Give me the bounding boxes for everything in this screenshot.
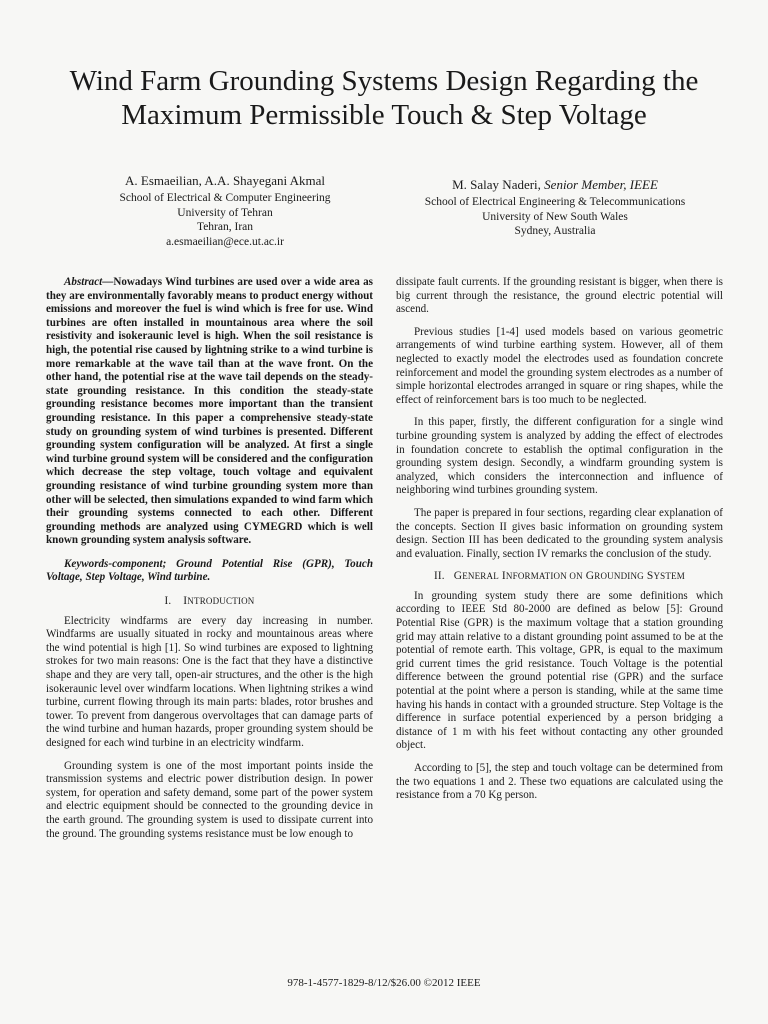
author-names-left: A. Esmaeilian, A.A. Shayegani Akmal xyxy=(124,173,326,188)
introduction-paragraph-2: Grounding system is one of the most important points inside the transmission systems and electric power distribution design. In power system, for operation and safety demand, some part of the power system and electric equipment should be connected to the grounding device in the earth ground. The grounding system is used to dissipate current into the ground. The grounding systems resistance must be low enough to xyxy=(46,759,373,840)
contribution-paragraph: In this paper, firstly, the different configuration for a single wind turbine grounding system is analyzed by adding the effect of electrodes in foundation concrete to establish the optimal configuration in the grounding system design. Secondly, a windfarm grounding system is analyzed, which considers the interconnection and influence of neighboring wind turbines grounding system. xyxy=(396,416,723,497)
definitions-paragraph: In grounding system study there are some definitions which according to IEEE Std 80-2000 are defined as below [5]: Ground Potential Rise (GPR) is the maximum voltage that a station grounding grid may attain relative to a distant grounding point assumed to be at the potential of remote earth. This voltage, GPR, is equal to the maximum grid current times the grid resistance. Touch Voltage is the potential difference between the ground potential rise (GPR) and the surface potential at the point where a person is standing, while at the same time having his hands in contact with a grounded structure. Step Voltage is the difference in surface potential experienced by a person bridging a distance of 1 m with his feet without contacting any other grounded object. xyxy=(396,589,723,752)
author-email[interactable]: a.esmaeilian@ece.ut.ac.ir xyxy=(166,235,284,248)
author-block-left xyxy=(70,172,380,249)
keywords: Keywords-component; Ground Potential Rise (GPR), Touch Voltage, Step Voltage, Wind turbine. xyxy=(46,557,373,584)
title-line-1: Wind Farm Grounding Systems Design Regarding the xyxy=(69,65,699,97)
affiliation-school-right: School of Electrical Engineering & Telecommunications xyxy=(424,196,686,208)
affiliation-location-right: Sydney, Australia xyxy=(514,225,596,237)
title-line-2: Maximum Permissible Touch & Step Voltage xyxy=(121,99,647,131)
abstract-body: Nowadays Wind turbines are used over a wide area as they are environmentally favorably means to product energy without emissions and moreover the fuel is wind which is free for use. Wind turbines are often installed in mountainous area where the soil resistivity and isokeraunic level is high. When the soil resistance is high, the potential rise caused by lightning strike to a wind turbine is more remarkable at the wave tail than at the wave front. On the other hand, the potential rise at the wave tail depends on the steady-state grounding resistance. In this condition the steady-state grounding resistance becomes more important than the transient grounding resistance. In this paper a comprehensive steady-state study on grounding system of wind turbines is presented. Different grounding system configuration will be analyzed. At first a single wind turbine ground system will be considered and the configuration which decrease the step voltage, touch voltage and equivalent grounding resistance of wind turbine grounding system more than other will be selected, then simulations expanded to wind farm which their grounding systems connected to each other. Different grounding methods are analyzed using CYMEGRD which is well known grounding system analysis software. xyxy=(46,276,373,547)
abstract xyxy=(46,276,373,548)
paper-title xyxy=(20,64,748,132)
affiliation-university-right: University of New South Wales xyxy=(482,210,628,223)
affiliation-location-left: Tehran, Iran xyxy=(196,221,254,233)
right-column xyxy=(396,276,723,803)
author-name: M. Salay Naderi, xyxy=(452,177,541,192)
section-heading-general-information: II. GENERAL INFORMATION ON GROUNDING SYSTEM xyxy=(434,570,685,583)
copyright-footer: 978-1-4577-1829-8/12/$26.00 ©2012 IEEE xyxy=(287,977,481,989)
affiliation-university-left: University of Tehran xyxy=(177,206,273,219)
equations-paragraph: According to [5], the step and touch voltage can be determined from the two equations 1 and 2. These two equations are calculated using the resistance from a 70 Kg person. xyxy=(396,762,723,802)
author-name-right xyxy=(390,176,720,193)
paragraph-continuation: dissipate fault currents. If the grounding resistant is bigger, when there is big current through the resistance, the ground electric potential will ascend. xyxy=(396,276,723,316)
author-role: Senior Member, IEEE xyxy=(540,177,658,192)
introduction-paragraph-1: Electricity windfarms are every day increasing in number. Windfarms are usually situated in rocky and mountainous areas where the wind potential is high [1]. So wind turbines are exposed to lightning strokes for two main reasons: One is the fact that they have a distinctive shape and they are very tall, open-air structures, and the other is the high isokeraunic level over windfarm locations. When lightning strikes a wind turbine, current flowing through its main parts: blades, rotor brushes and tower. To prevent from dangerous overvoltages that can damage parts of the wind turbine and human hazards, proper grounding system should be designed for each wind turbine in an electricity windfarm. xyxy=(46,614,373,749)
section-heading-introduction: I. INTRODUCTION xyxy=(164,595,255,608)
author-block-right xyxy=(390,176,720,239)
left-column xyxy=(46,276,373,841)
previous-studies-paragraph: Previous studies [1-4] used models based on various geometric arrangements of wind turbine earthing system. However, all of them neglected to exactly model the electrodes used as foundation concrete reinforcement and model the grounding system electrodes as a number of simple horizontal electrodes arranged in square or ring shapes, while the effect of reinforcement bars is too much to be neglected. xyxy=(396,325,723,406)
abstract-lead: Abstract— xyxy=(64,276,114,288)
affiliation-school-left: School of Electrical & Computer Engineering xyxy=(119,192,331,204)
paper-outline-paragraph: The paper is prepared in four sections, regarding clear explanation of the concepts. Section II gives basic information on grounding system design. Section III has been dedicated to the grounding system analysis and evaluation. Finally, section IV remarks the conclusion of the study. xyxy=(396,506,723,560)
